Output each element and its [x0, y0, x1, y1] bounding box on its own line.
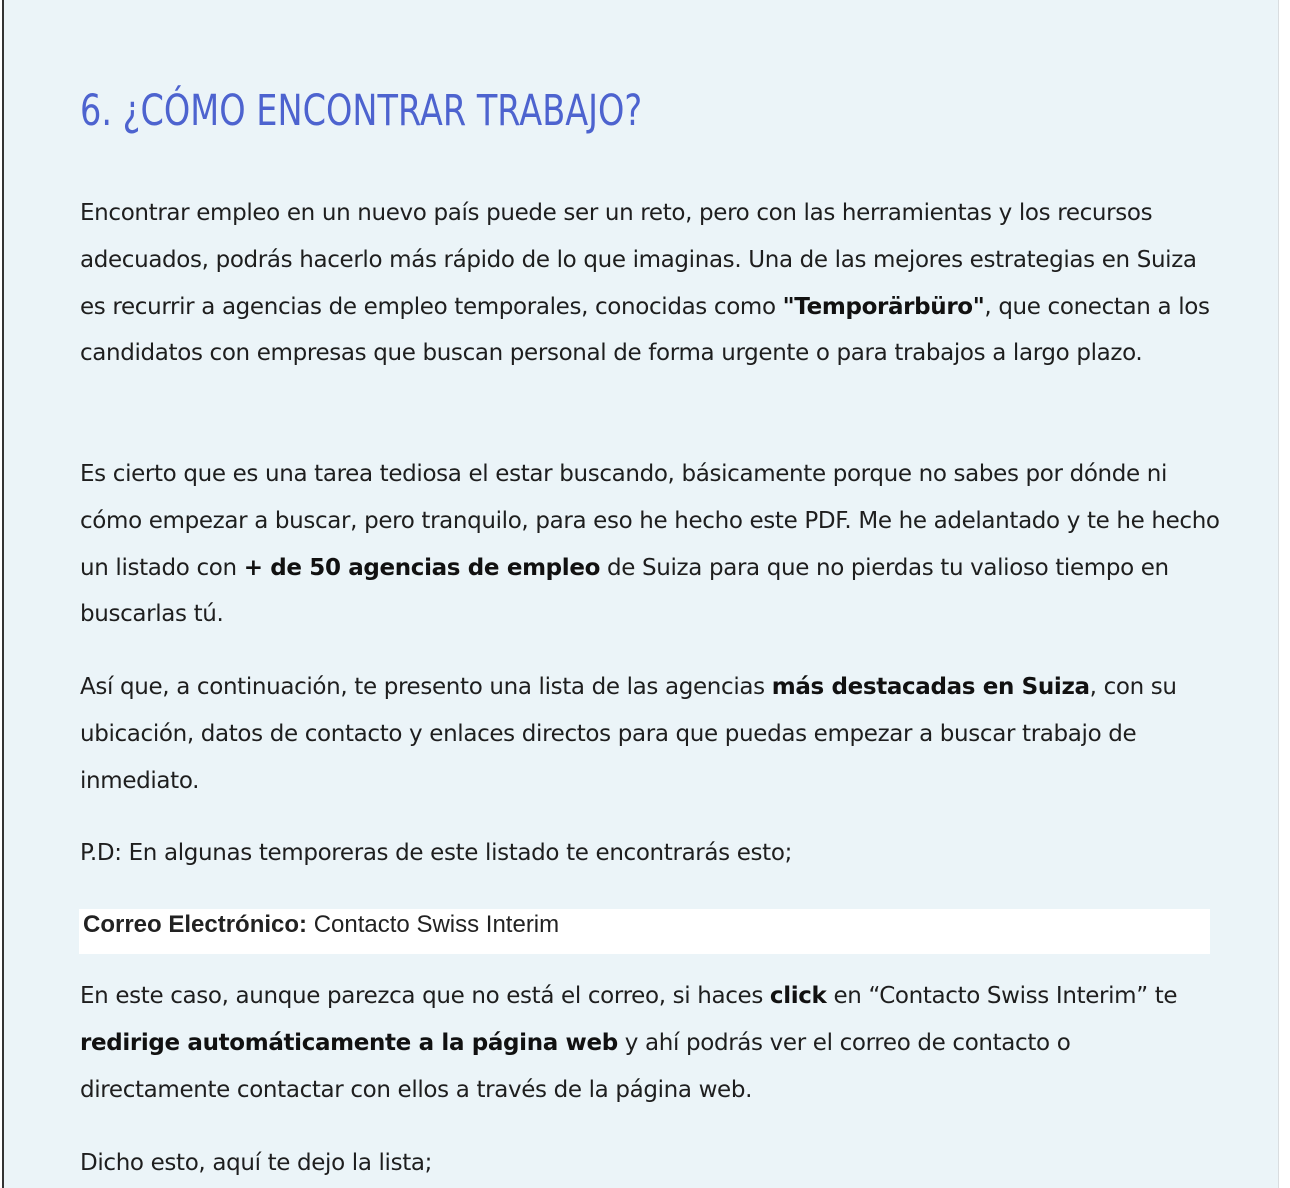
paragraph-explanation [80, 973, 1220, 1113]
paragraph-text: Así que, a continuación, te presento una lista de las agencias [80, 674, 772, 700]
paragraph-text: P.D: En algunas temporeras de este listado te encontrarás esto; [80, 840, 792, 866]
paragraph-text: , con su ubicación, datos de contacto y enlaces directos para que puedas empezar a buscar trabajo de inmediato. [80, 674, 1177, 794]
paragraph-search [80, 451, 1220, 638]
paragraph-text: Es cierto que es una tarea tediosa el estar buscando, básicamente porque no sabes por dónde ni cómo empezar a buscar, pero tranquilo, para eso he hecho este PDF. Me he adelantado y te he hecho un listado con [80, 461, 1220, 581]
section-heading: 6. ¿CÓMO ENCONTRAR TRABAJO? [80, 86, 643, 136]
email-link-example[interactable]: Contacto Swiss Interim [307, 911, 560, 938]
bold-term-highlighted: más destacadas en Suiza [771, 674, 1090, 700]
paragraph-intro [80, 190, 1220, 377]
paragraph-postscript [80, 830, 1220, 877]
email-example-box [79, 909, 1210, 954]
email-label: Correo Electrónico: [83, 911, 308, 938]
paragraph-text: Encontrar empleo en un nuevo país puede ser un reto, pero con las herramientas y los recursos adecuados, podrás hacerlo más rápido de lo que imaginas. Una de las mejores estrategias en Suiza es recurrir a agencias de empleo temporales, conocidas como [80, 200, 1197, 320]
bold-term-click: click [769, 983, 827, 1009]
email-example-line [83, 909, 559, 941]
paragraph-closing [80, 1140, 1220, 1187]
bold-term-agencies-count: + de 50 agencias de empleo [243, 554, 601, 581]
paragraph-text: en “Contacto Swiss Interim” te [826, 983, 1178, 1009]
paragraph-text: Dicho esto, aquí te dejo la lista; [80, 1150, 433, 1176]
paragraph-text: y ahí podrás ver el correo de contacto o directamente contactar con ellos a través de la página web. [80, 1029, 1071, 1103]
paragraph-list-intro [80, 664, 1220, 804]
bold-term-redirect: redirige automáticamente a la página web [80, 1029, 618, 1056]
document-page [2, 0, 1279, 1188]
bold-term-temporarburo: "Temporärbüro" [782, 293, 985, 320]
paragraph-text: , que conectan a los candidatos con empresas que buscan personal de forma urgente o para trabajos a largo plazo. [80, 293, 1210, 367]
paragraph-text: de Suiza para que no pierdas tu valioso tiempo en buscarlas tú. [80, 554, 1169, 628]
paragraph-text: En este caso, aunque parezca que no está el correo, si haces [80, 983, 770, 1009]
